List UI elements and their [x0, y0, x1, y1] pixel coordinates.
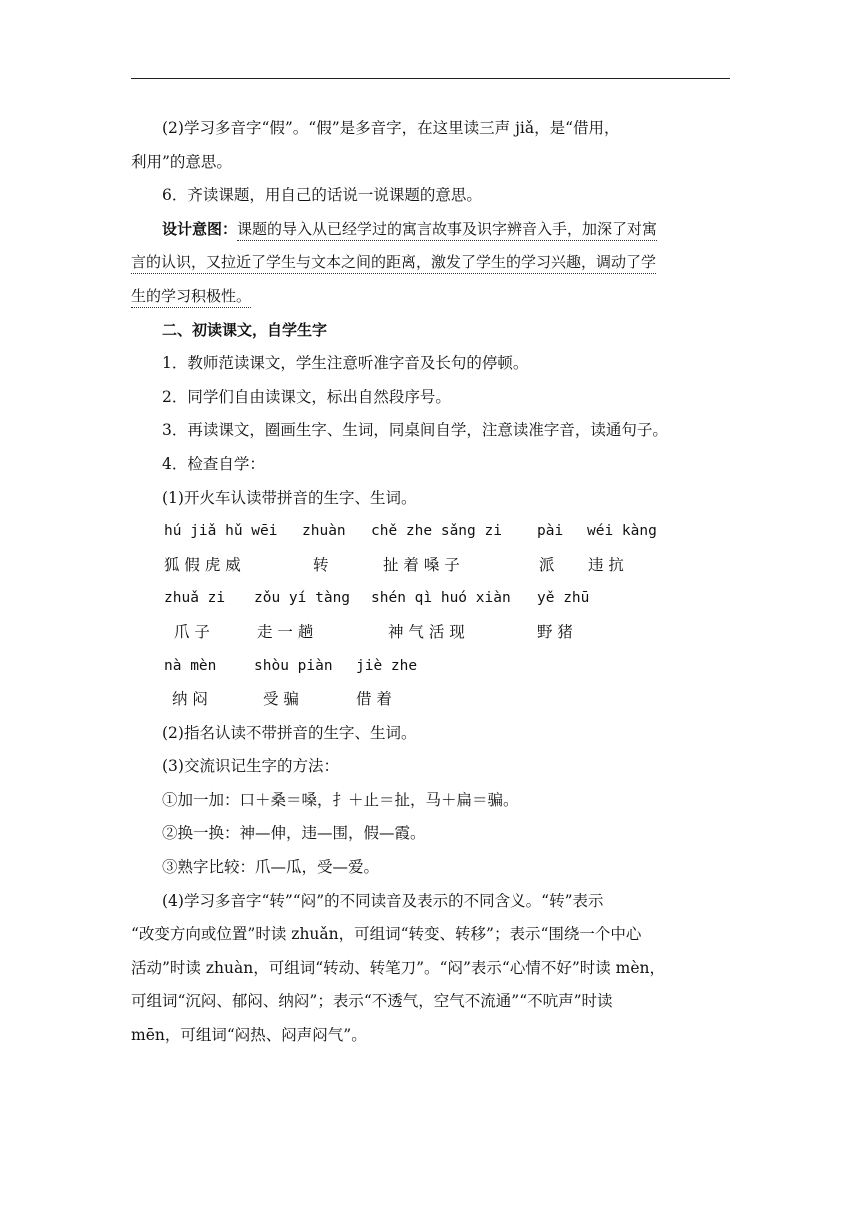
- chars-word: 扯 着 嗓 子: [383, 555, 460, 574]
- pinyin-word: shén qì huó xiàn: [371, 590, 511, 607]
- pinyin-word: wéi kàng: [587, 523, 657, 540]
- document-body: [131, 112, 730, 1053]
- pinyin-word: pài: [537, 523, 564, 540]
- polyphone-zhuan-men-2: “改变方向或位置”时读 zhuǎn，可组词“转变、转移”；表示“围绕一个中心: [131, 925, 642, 944]
- design-intent-text-2: 言的认识，又拉近了学生与文本之间的距离，激发了学生的学习兴趣，调动了学: [131, 253, 656, 274]
- pinyin-word: hú jiǎ hǔ wēi: [164, 523, 278, 540]
- chars-word: 神 气 活 现: [388, 622, 465, 641]
- pinyin-word: zhuàn: [302, 523, 346, 540]
- method-3: ③熟字比较：爪—瓜，受—爱。: [162, 858, 380, 877]
- paragraph-polyphone-jia: [131, 112, 730, 146]
- chars-word: 纳 闷: [172, 690, 208, 709]
- polyphone-zhuan-men-4: 可组词“沉闷、郁闷、纳闷”；表示“不透气，空气不流通”“不吭声”时读: [131, 992, 613, 1011]
- pinyin-word: shòu piàn: [254, 657, 333, 674]
- step-1: 1．教师范读课文，学生注意听准字音及长句的停顿。: [162, 354, 529, 373]
- step-4-1: (1)开火车认读带拼音的生字、生词。: [162, 488, 417, 507]
- step-2: 2．同学们自由读课文，标出自然段序号。: [162, 387, 451, 406]
- pinyin-word: zǒu yí tàng: [254, 590, 351, 607]
- chars-word: 野 猪: [537, 622, 573, 641]
- method-2: ②换一换：神—伸，违—围，假—霞。: [162, 824, 426, 843]
- text-line: 利用”的意思。: [131, 152, 232, 171]
- chars-word: 受 骗: [263, 690, 299, 709]
- text-line: 6．齐读课题，用自己的话说一说课题的意思。: [162, 186, 482, 205]
- text-line: (2)学习多音字“假”。“假”是多音字，在这里读三声 jiǎ，是“借用，: [162, 119, 620, 137]
- chars-word: 违 抗: [588, 555, 624, 574]
- chars-word: 走 一 趟: [257, 622, 314, 641]
- section-heading: 二、初读课文，自学生字: [162, 320, 328, 339]
- design-intent-text-1: 课题的导入从已经学过的寓言故事及识字辨音入手，加深了对寓: [237, 220, 657, 241]
- chars-word: 转: [313, 555, 329, 574]
- pinyin-word: yě zhū: [537, 590, 590, 607]
- design-intent-cont-1: [131, 246, 730, 280]
- paragraph-step-6: [131, 179, 730, 213]
- step-3: 3．再读课文，圈画生字、生词，同桌间自学，注意读准字音，读通句子。: [162, 421, 668, 440]
- header-rule: [131, 78, 730, 79]
- polyphone-zhuan-men-3: 活动”时读 zhuàn，可组词“转动、转笔刀”。“闷”表示“心情不好”时读 mèn，: [131, 958, 666, 977]
- design-intent-label: 设计意图：: [162, 219, 238, 238]
- method-1: ①加一加：口＋桑＝嗓，扌＋止＝扯，马＋扁＝骗。: [162, 790, 519, 809]
- pinyin-row-3: [131, 650, 730, 684]
- chars-word: 爪 子: [174, 622, 210, 641]
- pinyin-row-1: [131, 515, 730, 549]
- chars-row-3: [131, 683, 730, 717]
- chars-word: 借 着: [356, 690, 392, 709]
- chars-word: 派: [539, 555, 555, 574]
- chars-row-2: [131, 616, 730, 650]
- paragraph-polyphone-jia-cont: [131, 146, 730, 180]
- step-4-3: (3)交流识记生字的方法：: [162, 757, 339, 776]
- pinyin-row-2: [131, 582, 730, 616]
- design-intent-text-3: 生的学习积极性。: [131, 287, 251, 308]
- chars-word: 狐 假 虎 威: [164, 555, 241, 574]
- pinyin-word: zhuǎ zi: [164, 590, 226, 607]
- design-intent: [131, 213, 730, 247]
- design-intent-cont-2: [131, 280, 730, 314]
- step-4: 4．检查自学：: [162, 454, 265, 473]
- step-4-2: (2)指名认读不带拼音的生字、生词。: [162, 723, 417, 742]
- polyphone-zhuan-men-5: mēn，可组词“闷热、闷声闷气”。: [131, 1026, 367, 1045]
- pinyin-word: jiè zhe: [356, 657, 418, 674]
- chars-row-1: [131, 549, 730, 583]
- polyphone-zhuan-men-1: (4)学习多音字“转”“闷”的不同读音及表示的不同含义。“转”表示: [162, 891, 604, 910]
- pinyin-word: chě zhe sǎng zi: [371, 523, 502, 540]
- pinyin-word: nà mèn: [164, 657, 217, 674]
